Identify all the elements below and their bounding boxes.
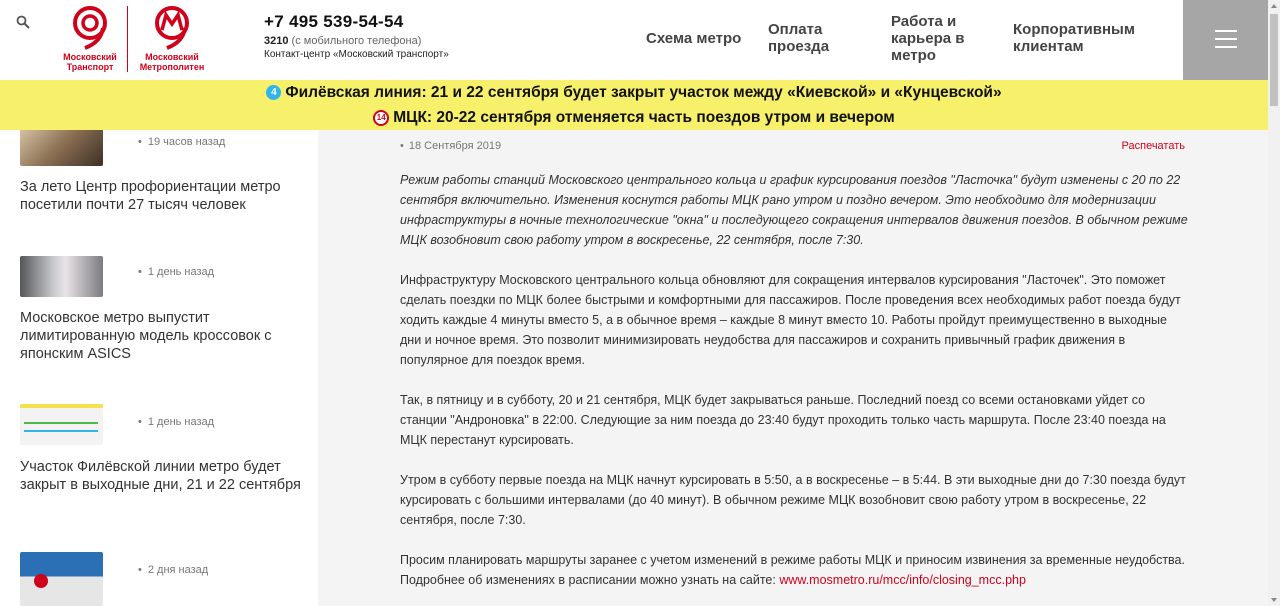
nav-metro-map[interactable]: Схема метро bbox=[646, 30, 742, 47]
article-paragraph: Инфраструктуру Московского центрального кольца обновляют для сокращения интервалов курсирования "Ласточек". Это поможет сделать поездки по МЦК более быстрыми и комфортными для пассажиров. После проведения всех необходимых работ поезда будут ходить каждые 4 минуты вместо 5, а в обычное время – каждые 8 минут вместо 10. Работы пройдут преимущественно в выходные дни и ночное время. Это позволит минимизировать неудобства для пассажиров и сохранить привычный график движения в популярное для поездок время. bbox=[400, 273, 1181, 367]
search-icon[interactable] bbox=[16, 15, 30, 29]
menu-button[interactable] bbox=[1183, 0, 1268, 80]
metro-logo-icon bbox=[149, 4, 195, 50]
line-14-badge-icon: 14 bbox=[373, 110, 389, 126]
moscow-transport-logo[interactable] bbox=[58, 4, 122, 72]
scroll-thumb[interactable] bbox=[1270, 14, 1278, 106]
nav-pay[interactable]: Оплата проезда bbox=[768, 21, 830, 55]
news-time: • 2 дня назад bbox=[138, 564, 208, 576]
schedule-link[interactable]: www.mosmetro.ru/mcc/info/closing_mcc.php bbox=[779, 573, 1026, 587]
line-4-badge-icon: 4 bbox=[266, 85, 281, 100]
hamburger-icon-bar bbox=[1215, 46, 1237, 48]
short-number[interactable]: 3210 bbox=[264, 35, 289, 47]
article-lead: Режим работы станций Московского центрального кольца и график курсирования поездов "Ласточка" будут изменены с 20 по 22 сентября включительно. Изменения коснутся работы МЦК рано утром и поздно вечером. Это необходимо для модернизации инфраструктуры в ночные технологические "окна" и последующего сокращения интервалов движения поездов. В обычном режиме МЦК возобновит свою работу утром в воскресенье, 22 сентября, после 7:30. bbox=[400, 173, 1188, 247]
short-number-line bbox=[264, 35, 449, 47]
nav-career[interactable]: Работа и карьера в метро bbox=[891, 13, 965, 64]
alert-text: МЦК: 20-22 сентября отменяется часть поездов утром и вечером bbox=[393, 108, 895, 126]
hamburger-icon bbox=[1215, 30, 1237, 32]
news-title[interactable]: Московское метро выпустит лимитированную модель кроссовок с японским ASICS bbox=[20, 310, 272, 362]
alert-mcc[interactable] bbox=[0, 105, 1268, 130]
alert-banner bbox=[0, 80, 1268, 130]
phone-number[interactable]: +7 495 539-54-54 bbox=[264, 12, 404, 31]
print-link[interactable]: Распечатать bbox=[1121, 140, 1185, 152]
article-body bbox=[400, 170, 1190, 606]
short-number-note: (с мобильного телефона) bbox=[291, 35, 422, 47]
article-paragraph: Утром в субботу первые поезда на МЦК начнут курсировать в 5:50, а в воскресенье – в 5:44. В эти выходные дни до 7:30 поезда будут курсировать с большими интервалами (до 40 минут). В обычном режиме МЦК возобновит свою работу утром в воскресенье, 22 сентября, после 7:30. bbox=[400, 473, 1186, 527]
article-paragraph: Так, в пятницу и в субботу, 20 и 21 сентября, МЦК будет закрываться раньше. Последний поезд со всеми остановками уйдет со станции "Андроновка" в 22:00. Следующие за ним поезда до 23:40 будут проходить только часть маршрута. После 23:40 поезда на МЦК перестанут курсировать. bbox=[400, 393, 1166, 447]
news-thumbnail bbox=[20, 130, 103, 166]
site-header bbox=[0, 0, 1268, 80]
metro-logo-text: Московский Метрополитен bbox=[139, 52, 205, 72]
scroll-up-icon[interactable] bbox=[1271, 4, 1277, 8]
news-thumbnail bbox=[20, 552, 103, 606]
news-title[interactable]: За лето Центр профориентации метро посетили почти 27 тысяч человек bbox=[20, 179, 281, 213]
news-time: • 1 день назад bbox=[138, 266, 214, 278]
article-paragraph-text: Просим планировать маршруты заранее с учетом изменений в режиме работы МЦК и приносим извинения за временные неудобства. Подробнее об изменениях в расписании можно узнать на сайте: bbox=[400, 553, 1185, 587]
article-area bbox=[318, 130, 1268, 606]
page-scrollbar[interactable] bbox=[1268, 0, 1280, 606]
hamburger-icon-bar bbox=[1215, 38, 1237, 40]
nav-corporate[interactable]: Корпоративным клиентам bbox=[1013, 21, 1135, 55]
transport-logo-text: Московский Транспорт bbox=[63, 52, 117, 72]
transport-logo-icon bbox=[67, 4, 113, 50]
article-date: • 18 Сентября 2019 bbox=[400, 140, 501, 152]
news-thumbnail bbox=[20, 256, 103, 297]
news-thumbnail bbox=[20, 404, 103, 445]
contact-block bbox=[264, 12, 449, 60]
logo-divider bbox=[127, 6, 128, 72]
news-sidebar bbox=[0, 130, 318, 606]
news-time: • 19 часов назад bbox=[138, 136, 225, 148]
news-title[interactable]: Участок Филёвской линии метро будет закрыт в выходные дни, 21 и 22 сентября bbox=[20, 459, 301, 493]
alert-text: Филёвская линия: 21 и 22 сентября будет закрыт участок между «Киевской» и «Кунцевской» bbox=[285, 83, 1002, 101]
article-paragraph bbox=[400, 550, 1190, 590]
scroll-down-icon[interactable] bbox=[1271, 598, 1277, 602]
news-time: • 1 день назад bbox=[138, 416, 214, 428]
moscow-metro-logo[interactable] bbox=[132, 4, 212, 72]
contact-center-label: Контакт-центр «Московский транспорт» bbox=[264, 49, 449, 60]
alert-filevskaya[interactable] bbox=[0, 80, 1268, 105]
